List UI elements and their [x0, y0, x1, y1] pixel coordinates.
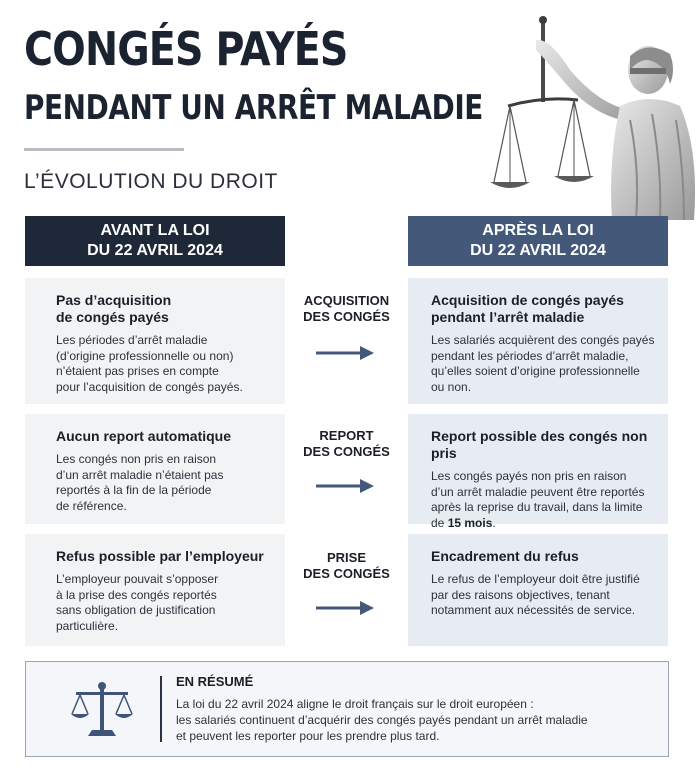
card-body-line	[431, 516, 656, 532]
scales-of-justice-icon	[70, 680, 134, 740]
before-card-report	[25, 414, 285, 524]
page-subtitle: L’ÉVOLUTION DU DROIT	[24, 170, 278, 193]
card-title	[56, 548, 273, 565]
card-title-line2: de congés payés	[56, 309, 169, 325]
page-title: CONGÉS PAYÉS	[24, 22, 348, 76]
card-title-line1: Pas d’acquisition	[56, 292, 172, 308]
right-arrow-icon	[316, 346, 374, 360]
card-body-line: d’un arrêt maladie peuvent être reportés	[431, 484, 645, 499]
card-body-line: reportés à la fin de la période	[56, 483, 212, 497]
after-card-report	[408, 414, 668, 530]
card-body-line: Les périodes d’arrêt maladie	[56, 333, 208, 347]
before-card-acquisition	[25, 278, 285, 404]
before-law-header	[25, 216, 285, 266]
summary-line: les salariés continuent d’acquérir des congés payés pendant un arrêt maladie	[176, 713, 588, 727]
after-law-header-line2: DU 22 AVRIL 2024	[470, 242, 606, 259]
card-body-line: après la reprise du travail, dans la limite	[431, 500, 643, 514]
card-body-line: pendant les périodes d’arrêt maladie,	[431, 348, 629, 363]
card-title-line1: Acquisition de congés payés	[431, 292, 624, 308]
card-body-line: (d’origine professionnelle ou non)	[56, 348, 234, 363]
card-body-line: Le refus de l’employeur doit être justifié	[431, 572, 640, 586]
card-body	[431, 572, 656, 619]
card-title	[56, 428, 273, 445]
card-title-line2: pendant l’arrêt maladie	[431, 309, 585, 325]
card-body-text: de	[431, 515, 448, 530]
card-body-line: n’étaient pas prises en compte	[56, 364, 219, 378]
card-title	[431, 428, 656, 462]
card-body	[56, 572, 273, 634]
card-body-line: sans obligation de justification	[56, 603, 216, 617]
card-body-line: particulière.	[56, 618, 119, 633]
summary-title: EN RÉSUMÉ	[176, 674, 254, 689]
lady-justice-icon	[480, 10, 699, 220]
card-title-line1: Refus possible par l’employeur	[56, 548, 264, 564]
row-label-acquisition	[285, 293, 408, 325]
summary-line: La loi du 22 avril 2024 aligne le droit français sur le droit européen :	[176, 697, 534, 711]
row-label-prise	[285, 550, 408, 582]
row-label-line2: DES CONGÉS	[303, 309, 390, 324]
right-arrow-icon	[316, 601, 374, 615]
row-label-line1: ACQUISITION	[303, 293, 390, 308]
card-body-line: à la prise des congés reportés	[56, 587, 217, 602]
card-body-line: d’un arrêt maladie n’étaient pas	[56, 467, 224, 482]
summary-line: et peuvent les reporter pour les prendre plus tard.	[176, 729, 440, 743]
card-body-line: notamment aux nécessités de service.	[431, 603, 636, 617]
title-divider	[24, 148, 184, 151]
limit-highlight: 15 mois	[447, 515, 493, 530]
summary-divider	[160, 676, 162, 742]
after-law-header-line1: APRÈS LA LOI	[482, 222, 594, 239]
page-title-line2: PENDANT UN ARRÊT MALADIE	[24, 88, 483, 128]
after-card-prise	[408, 534, 668, 646]
before-law-header-line2: DU 22 AVRIL 2024	[87, 242, 223, 259]
card-title	[431, 548, 656, 565]
card-body-line: L’employeur pouvait s’opposer	[56, 572, 219, 586]
card-title-line1: Aucun report automatique	[56, 428, 232, 444]
row-label-line1: PRISE	[326, 550, 366, 565]
row-label-line2: DES CONGÉS	[303, 444, 390, 459]
card-body-line: pour l’acquisition de congés payés.	[56, 379, 243, 394]
row-label-report	[285, 428, 408, 460]
card-body-line: ou non.	[431, 379, 472, 394]
card-body	[431, 469, 656, 531]
before-law-header-line1: AVANT LA LOI	[100, 222, 210, 239]
card-body	[431, 333, 656, 395]
card-body-line: de référence.	[56, 498, 127, 513]
card-body	[56, 452, 273, 514]
card-body-line: Les congés payés non pris en raison	[431, 469, 627, 483]
card-title-line1: Encadrement du refus	[431, 548, 579, 564]
card-body-line: Les congés non pris en raison	[56, 452, 217, 466]
right-arrow-icon	[316, 479, 374, 493]
card-body	[56, 333, 273, 395]
card-title-line1: Report possible des congés non pris	[431, 428, 648, 461]
summary-text	[176, 696, 646, 744]
row-label-line2: DES CONGÉS	[303, 566, 390, 581]
card-body-text: .	[492, 515, 496, 530]
after-card-acquisition	[408, 278, 668, 404]
card-title	[431, 292, 656, 326]
card-title	[56, 292, 273, 326]
before-card-prise	[25, 534, 285, 646]
card-body-line: Les salariés acquièrent des congés payés	[431, 333, 655, 347]
after-law-header	[408, 216, 668, 266]
summary-box	[25, 661, 669, 757]
card-body-line: par des raisons objectives, tenant	[431, 587, 610, 602]
row-label-line1: REPORT	[319, 428, 374, 443]
card-body-line: qu’elles soient d’origine professionnelle	[431, 364, 640, 378]
